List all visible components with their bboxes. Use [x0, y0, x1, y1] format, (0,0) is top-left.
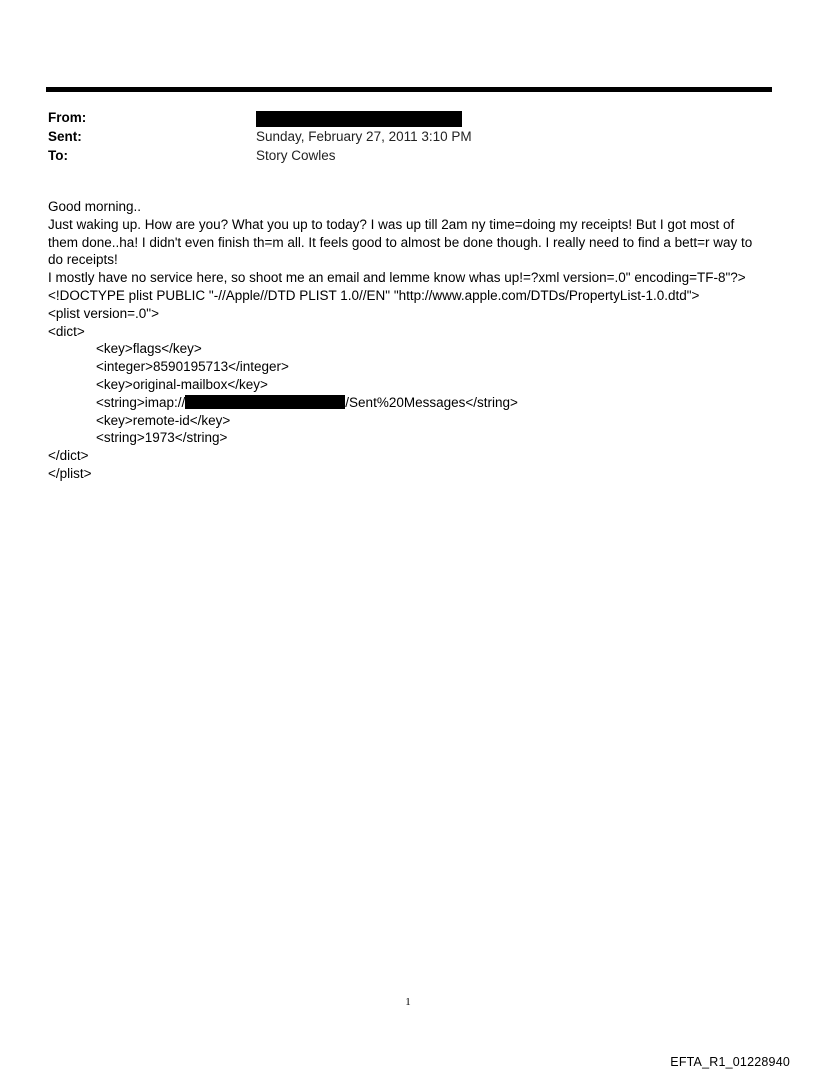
body-line: <!DOCTYPE plist PUBLIC "-//Apple//DTD PLIST 1.0//EN" "http://www.apple.com/DTDs/PropertyList-1.0.dtd"> [48, 287, 700, 303]
body-line: <string>1973</string> [96, 430, 228, 446]
sent-label: Sent: [48, 129, 82, 144]
redaction-bar [256, 111, 462, 127]
redaction-bar [185, 395, 345, 409]
from-label: From: [48, 110, 87, 125]
page-number: 1 [405, 996, 411, 1008]
sent-value: Sunday, February 27, 2011 3:10 PM [256, 129, 472, 144]
imap-prefix: <string>imap:// [96, 394, 186, 410]
imap-suffix: /Sent%20Messages</string> [345, 394, 518, 410]
body-line: </plist> [48, 465, 92, 481]
body-line: Good morning.. [48, 199, 142, 214]
body-line: </dict> [48, 448, 89, 464]
body-line-imap [48, 394, 772, 412]
body-line: <plist version=.0"> [48, 305, 159, 321]
to-label: To: [48, 148, 68, 163]
body-line: <key>remote-id</key> [96, 412, 231, 428]
email-body [48, 198, 772, 483]
body-line: <integer>8590195713</integer> [96, 359, 289, 375]
header-rule [46, 87, 772, 92]
to-value: Story Cowles [256, 148, 336, 163]
document-id: EFTA_R1_01228940 [670, 1055, 790, 1069]
body-line: <key>original-mailbox</key> [96, 376, 268, 392]
body-line: I mostly have no service here, so shoot me an email and lemme know whas up!=?xml version=.0" encoding=TF-8"?> [48, 270, 746, 286]
body-line: Just waking up. How are you? What you up to today? I was up till 2am ny time=doing my receipts! But I got most of [48, 216, 735, 232]
body-line: <key>flags</key> [96, 341, 202, 357]
body-line: <dict> [48, 323, 85, 339]
body-line: them done..ha! I didn't even finish th=m all. It feels good to almost be done though. I really need to find a bett=r way to [48, 234, 753, 250]
from-value [256, 108, 462, 127]
body-line: do receipts! [48, 252, 118, 268]
